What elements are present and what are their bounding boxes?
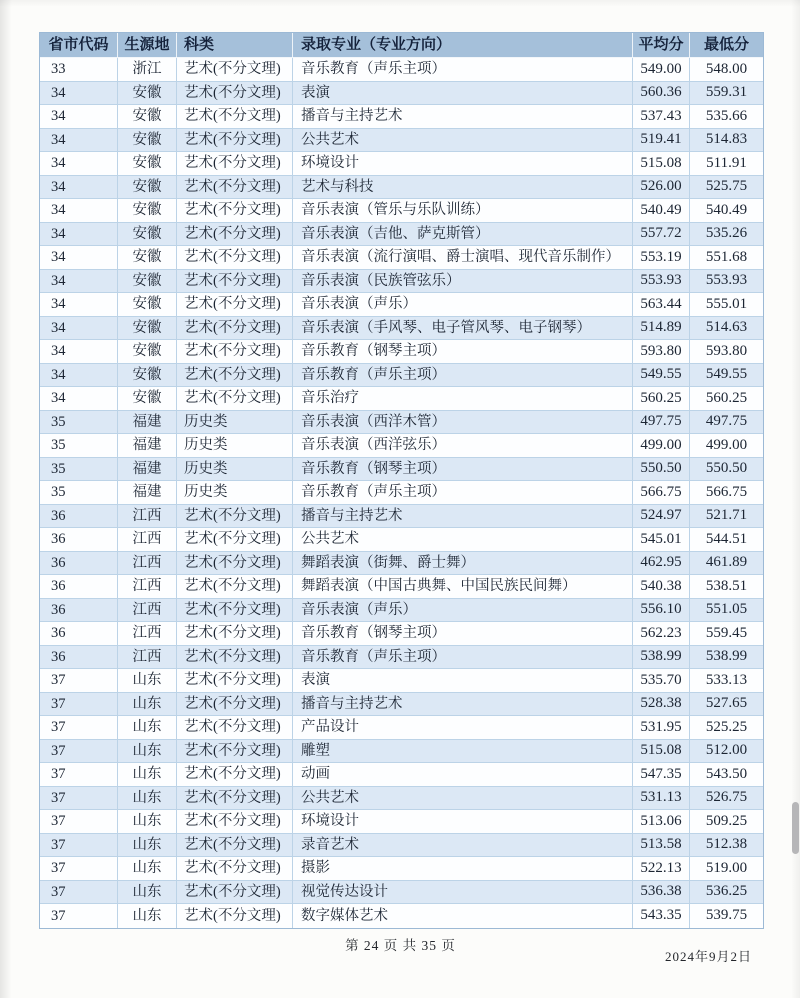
table-cell: 37 bbox=[40, 810, 118, 834]
table-cell: 安徽 bbox=[118, 387, 177, 411]
table-cell: 499.00 bbox=[690, 434, 763, 458]
table-cell: 527.65 bbox=[690, 693, 763, 717]
table-cell: 艺术(不分文理) bbox=[177, 58, 293, 82]
table-cell: 34 bbox=[40, 105, 118, 129]
table-header-row bbox=[40, 33, 763, 58]
table-cell: 播音与主持艺术 bbox=[293, 505, 633, 529]
table-cell: 33 bbox=[40, 58, 118, 82]
table-row bbox=[40, 834, 763, 858]
table-cell: 安徽 bbox=[118, 270, 177, 294]
table-cell: 艺术(不分文理) bbox=[177, 270, 293, 294]
table-cell: 36 bbox=[40, 552, 118, 576]
table-cell: 514.63 bbox=[690, 317, 763, 341]
table-cell: 艺术(不分文理) bbox=[177, 740, 293, 764]
table-cell: 34 bbox=[40, 176, 118, 200]
table-cell: 538.99 bbox=[633, 646, 690, 670]
table-cell: 数字媒体艺术 bbox=[293, 904, 633, 928]
table-cell: 551.68 bbox=[690, 246, 763, 270]
table-cell: 江西 bbox=[118, 622, 177, 646]
scrollbar-thumb[interactable] bbox=[792, 802, 799, 854]
table-cell: 安徽 bbox=[118, 223, 177, 247]
table-cell: 37 bbox=[40, 881, 118, 905]
table-cell: 艺术(不分文理) bbox=[177, 599, 293, 623]
table-cell: 艺术(不分文理) bbox=[177, 317, 293, 341]
table-row bbox=[40, 246, 763, 270]
table-cell: 安徽 bbox=[118, 152, 177, 176]
table-cell: 34 bbox=[40, 82, 118, 106]
table-cell: 公共艺术 bbox=[293, 528, 633, 552]
table-cell: 音乐治疗 bbox=[293, 387, 633, 411]
admission-scores-table bbox=[39, 32, 764, 929]
table-row bbox=[40, 787, 763, 811]
table-cell: 560.25 bbox=[633, 387, 690, 411]
table-cell: 36 bbox=[40, 599, 118, 623]
table-cell: 环境设计 bbox=[293, 152, 633, 176]
table-cell: 山东 bbox=[118, 763, 177, 787]
table-cell: 历史类 bbox=[177, 458, 293, 482]
table-cell: 江西 bbox=[118, 646, 177, 670]
table-cell: 553.19 bbox=[633, 246, 690, 270]
table-cell: 535.70 bbox=[633, 669, 690, 693]
table-cell: 562.23 bbox=[633, 622, 690, 646]
table-cell: 历史类 bbox=[177, 434, 293, 458]
table-cell: 36 bbox=[40, 528, 118, 552]
table-cell: 音乐教育（声乐主项） bbox=[293, 58, 633, 82]
header-cell: 平均分 bbox=[633, 33, 690, 58]
table-row bbox=[40, 505, 763, 529]
table-cell: 山东 bbox=[118, 857, 177, 881]
table-cell: 461.89 bbox=[690, 552, 763, 576]
table-cell: 音乐表演（管乐与乐队训练） bbox=[293, 199, 633, 223]
table-cell: 34 bbox=[40, 340, 118, 364]
table-cell: 艺术(不分文理) bbox=[177, 716, 293, 740]
table-row bbox=[40, 857, 763, 881]
page-edge-shade-left bbox=[0, 0, 12, 998]
table-cell: 艺术(不分文理) bbox=[177, 223, 293, 247]
table-cell: 550.50 bbox=[690, 458, 763, 482]
table-cell: 544.51 bbox=[690, 528, 763, 552]
table-cell: 安徽 bbox=[118, 364, 177, 388]
table-cell: 安徽 bbox=[118, 293, 177, 317]
table-cell: 553.93 bbox=[690, 270, 763, 294]
table-cell: 音乐表演（民族管弦乐） bbox=[293, 270, 633, 294]
table-cell: 547.35 bbox=[633, 763, 690, 787]
table-row bbox=[40, 387, 763, 411]
table-row bbox=[40, 599, 763, 623]
table-cell: 35 bbox=[40, 481, 118, 505]
table-cell: 551.05 bbox=[690, 599, 763, 623]
table-cell: 548.00 bbox=[690, 58, 763, 82]
table-cell: 安徽 bbox=[118, 82, 177, 106]
table-cell: 37 bbox=[40, 857, 118, 881]
table-cell: 山东 bbox=[118, 669, 177, 693]
table-cell: 艺术(不分文理) bbox=[177, 387, 293, 411]
table-cell: 34 bbox=[40, 152, 118, 176]
table-cell: 514.89 bbox=[633, 317, 690, 341]
table-cell: 音乐表演（手风琴、电子管风琴、电子钢琴） bbox=[293, 317, 633, 341]
table-row bbox=[40, 481, 763, 505]
table-cell: 山东 bbox=[118, 834, 177, 858]
table-cell: 531.95 bbox=[633, 716, 690, 740]
table-row bbox=[40, 199, 763, 223]
table-cell: 549.55 bbox=[633, 364, 690, 388]
table-cell: 音乐表演（吉他、萨克斯管） bbox=[293, 223, 633, 247]
table-cell: 录音艺术 bbox=[293, 834, 633, 858]
table-cell: 音乐教育（声乐主项） bbox=[293, 646, 633, 670]
table-cell: 艺术(不分文理) bbox=[177, 857, 293, 881]
table-cell: 539.75 bbox=[705, 907, 748, 924]
table-cell: 江西 bbox=[118, 575, 177, 599]
table-cell: 山东 bbox=[118, 810, 177, 834]
table-cell: 播音与主持艺术 bbox=[293, 105, 633, 129]
header-cell: 录取专业（专业方向） bbox=[293, 33, 633, 58]
table-cell: 34 bbox=[40, 293, 118, 317]
table-cell: 音乐教育（声乐主项） bbox=[293, 481, 633, 505]
table-cell: 公共艺术 bbox=[293, 129, 633, 153]
table-cell: 山东 bbox=[118, 716, 177, 740]
table-cell: 515.08 bbox=[633, 740, 690, 764]
table-cell: 表演 bbox=[293, 669, 633, 693]
table-cell: 524.97 bbox=[633, 505, 690, 529]
table-cell: 549.55 bbox=[690, 364, 763, 388]
table-row bbox=[40, 340, 763, 364]
table-cell: 江西 bbox=[118, 552, 177, 576]
table-cell: 521.71 bbox=[690, 505, 763, 529]
table-cell: 514.83 bbox=[690, 129, 763, 153]
table-cell: 福建 bbox=[118, 434, 177, 458]
table-cell: 艺术(不分文理) bbox=[177, 199, 293, 223]
table-cell: 山东 bbox=[118, 881, 177, 905]
table-cell: 34 bbox=[40, 129, 118, 153]
table-cell: 艺术(不分文理) bbox=[177, 176, 293, 200]
table-cell: 艺术(不分文理) bbox=[177, 881, 293, 905]
table-cell: 艺术与科技 bbox=[293, 176, 633, 200]
table-cell: 560.25 bbox=[690, 387, 763, 411]
table-cell: 安徽 bbox=[118, 340, 177, 364]
table-cell: 福建 bbox=[118, 458, 177, 482]
table-body bbox=[40, 58, 763, 928]
table-cell: 音乐教育（钢琴主项） bbox=[293, 340, 633, 364]
table-cell: 36 bbox=[40, 505, 118, 529]
table-cell: 37 bbox=[40, 904, 118, 928]
table-cell: 509.25 bbox=[690, 810, 763, 834]
table-cell: 533.13 bbox=[690, 669, 763, 693]
table-cell: 515.08 bbox=[633, 152, 690, 176]
table-cell: 艺术(不分文理) bbox=[177, 105, 293, 129]
table-cell: 视觉传达设计 bbox=[293, 881, 633, 905]
table-cell: 525.25 bbox=[690, 716, 763, 740]
table-cell: 音乐表演（声乐） bbox=[293, 293, 633, 317]
table-cell: 山东 bbox=[118, 740, 177, 764]
table-cell: 安徽 bbox=[118, 199, 177, 223]
table-cell: 549.00 bbox=[633, 58, 690, 82]
table-cell: 音乐表演（西洋弦乐） bbox=[293, 434, 633, 458]
table-row bbox=[40, 763, 763, 787]
table-cell: 公共艺术 bbox=[293, 787, 633, 811]
table-row bbox=[40, 364, 763, 388]
table-row bbox=[40, 575, 763, 599]
table-cell: 艺术(不分文理) bbox=[177, 505, 293, 529]
table-cell: 556.10 bbox=[633, 599, 690, 623]
table-cell: 艺术(不分文理) bbox=[177, 340, 293, 364]
table-cell: 艺术(不分文理) bbox=[177, 622, 293, 646]
table-cell: 山东 bbox=[118, 787, 177, 811]
table-row bbox=[40, 129, 763, 153]
table-cell: 摄影 bbox=[293, 857, 633, 881]
table-cell: 艺术(不分文理) bbox=[177, 763, 293, 787]
table-row bbox=[40, 904, 763, 928]
table-cell: 山东 bbox=[118, 693, 177, 717]
table-cell: 江西 bbox=[118, 505, 177, 529]
table-cell: 福建 bbox=[118, 481, 177, 505]
table-row bbox=[40, 552, 763, 576]
table-cell: 555.01 bbox=[690, 293, 763, 317]
table-cell: 艺术(不分文理) bbox=[177, 364, 293, 388]
header-cell: 省市代码 bbox=[40, 33, 118, 58]
table-row bbox=[40, 740, 763, 764]
table-row bbox=[40, 622, 763, 646]
table-cell: 音乐表演（声乐） bbox=[293, 599, 633, 623]
table-cell: 36 bbox=[40, 622, 118, 646]
header-cell: 最低分 bbox=[690, 33, 763, 58]
table-cell: 音乐表演（流行演唱、爵士演唱、现代音乐制作） bbox=[293, 246, 633, 270]
table-cell: 538.51 bbox=[690, 575, 763, 599]
table-row bbox=[40, 669, 763, 693]
table-cell: 34 bbox=[40, 199, 118, 223]
table-cell: 566.75 bbox=[690, 481, 763, 505]
table-cell: 环境设计 bbox=[293, 810, 633, 834]
table-cell: 艺术(不分文理) bbox=[177, 528, 293, 552]
table-cell: 江西 bbox=[118, 599, 177, 623]
table-cell: 艺术(不分文理) bbox=[177, 669, 293, 693]
table-cell: 安徽 bbox=[118, 129, 177, 153]
table-cell: 37 bbox=[40, 834, 118, 858]
table-cell: 艺术(不分文理) bbox=[177, 787, 293, 811]
table-cell: 593.80 bbox=[633, 340, 690, 364]
table-cell: 538.99 bbox=[690, 646, 763, 670]
table-cell: 音乐教育（钢琴主项） bbox=[293, 458, 633, 482]
table-cell: 526.00 bbox=[633, 176, 690, 200]
table-cell: 36 bbox=[40, 575, 118, 599]
table-cell: 34 bbox=[40, 364, 118, 388]
table-row bbox=[40, 693, 763, 717]
table-cell: 560.36 bbox=[633, 82, 690, 106]
table-cell: 历史类 bbox=[177, 481, 293, 505]
table-cell: 535.26 bbox=[690, 223, 763, 247]
table-cell: 566.75 bbox=[633, 481, 690, 505]
table-cell: 522.13 bbox=[633, 857, 690, 881]
table-cell: 511.91 bbox=[690, 152, 763, 176]
table-cell: 音乐表演（西洋木管） bbox=[293, 411, 633, 435]
table-row bbox=[40, 270, 763, 294]
table-cell: 37 bbox=[40, 716, 118, 740]
table-cell: 535.66 bbox=[690, 105, 763, 129]
table-cell: 37 bbox=[40, 740, 118, 764]
table-cell: 艺术(不分文理) bbox=[177, 152, 293, 176]
table-cell: 动画 bbox=[293, 763, 633, 787]
table-row bbox=[40, 458, 763, 482]
table-cell: 543.35 bbox=[633, 904, 690, 928]
table-cell: 艺术(不分文理) bbox=[177, 82, 293, 106]
table-cell: 艺术(不分文理) bbox=[177, 293, 293, 317]
table-cell: 34 bbox=[40, 246, 118, 270]
table-cell: 557.72 bbox=[633, 223, 690, 247]
table-cell: 安徽 bbox=[118, 246, 177, 270]
table-cell: 563.44 bbox=[633, 293, 690, 317]
table-cell: 559.45 bbox=[690, 622, 763, 646]
table-cell: 艺术(不分文理) bbox=[177, 552, 293, 576]
table-cell: 山东 bbox=[118, 904, 177, 928]
table-cell: 安徽 bbox=[118, 105, 177, 129]
table-cell: 艺术(不分文理) bbox=[177, 129, 293, 153]
table-cell: 497.75 bbox=[690, 411, 763, 435]
table-cell: 舞蹈表演（中国古典舞、中国民族民间舞） bbox=[293, 575, 633, 599]
table-cell: 雕塑 bbox=[293, 740, 633, 764]
table-cell: 播音与主持艺术 bbox=[293, 693, 633, 717]
table-cell: 34 bbox=[40, 223, 118, 247]
table-cell: 37 bbox=[40, 669, 118, 693]
table-cell: 34 bbox=[40, 387, 118, 411]
table-cell: 安徽 bbox=[118, 176, 177, 200]
table-row bbox=[40, 411, 763, 435]
table-row bbox=[40, 810, 763, 834]
table-cell: 519.00 bbox=[690, 857, 763, 881]
table-cell: 江西 bbox=[118, 528, 177, 552]
table-cell: 540.49 bbox=[690, 199, 763, 223]
table-cell: 543.50 bbox=[690, 763, 763, 787]
table-cell: 产品设计 bbox=[293, 716, 633, 740]
table-row bbox=[40, 293, 763, 317]
table-cell: 浙江 bbox=[118, 58, 177, 82]
table-cell: 525.75 bbox=[690, 176, 763, 200]
table-cell: 593.80 bbox=[690, 340, 763, 364]
table-cell: 艺术(不分文理) bbox=[177, 646, 293, 670]
table-cell: 513.06 bbox=[633, 810, 690, 834]
table-cell: 540.38 bbox=[633, 575, 690, 599]
table-cell: 舞蹈表演（街舞、爵士舞） bbox=[293, 552, 633, 576]
table-cell: 艺术(不分文理) bbox=[177, 810, 293, 834]
table-cell: 安徽 bbox=[118, 317, 177, 341]
table-cell: 462.95 bbox=[633, 552, 690, 576]
table-row bbox=[40, 223, 763, 247]
table-row bbox=[40, 58, 763, 82]
table-cell: 559.31 bbox=[690, 82, 763, 106]
table-cell: 497.75 bbox=[633, 411, 690, 435]
table-cell: 艺术(不分文理) bbox=[177, 575, 293, 599]
table-row bbox=[40, 176, 763, 200]
table-cell: 553.93 bbox=[633, 270, 690, 294]
table-cell: 37 bbox=[40, 693, 118, 717]
table-cell: 音乐教育（声乐主项） bbox=[293, 364, 633, 388]
table-cell: 35 bbox=[40, 411, 118, 435]
table-row bbox=[40, 528, 763, 552]
table-cell: 艺术(不分文理) bbox=[177, 904, 293, 928]
table-cell: 536.25 bbox=[690, 881, 763, 905]
table-cell: 536.38 bbox=[633, 881, 690, 905]
table-row bbox=[40, 152, 763, 176]
table-row bbox=[40, 716, 763, 740]
table-row bbox=[40, 434, 763, 458]
table-cell: 512.38 bbox=[690, 834, 763, 858]
table-cell: 艺术(不分文理) bbox=[177, 834, 293, 858]
header-cell: 科类 bbox=[177, 33, 293, 58]
table-row bbox=[40, 646, 763, 670]
table-cell: 513.58 bbox=[633, 834, 690, 858]
table-cell: 545.01 bbox=[633, 528, 690, 552]
table-cell: 537.43 bbox=[633, 105, 690, 129]
table-cell: 531.13 bbox=[633, 787, 690, 811]
table-cell: 艺术(不分文理) bbox=[177, 693, 293, 717]
page-edge-shade-top bbox=[0, 0, 800, 7]
table-cell: 历史类 bbox=[177, 411, 293, 435]
table-row bbox=[40, 82, 763, 106]
table-cell: 36 bbox=[40, 646, 118, 670]
document-date: 2024年9月2日 bbox=[664, 949, 752, 964]
page-number: 第 24 页 共 35 页 bbox=[345, 938, 456, 953]
table-row bbox=[40, 105, 763, 129]
table-cell: 526.75 bbox=[690, 787, 763, 811]
header-cell: 生源地 bbox=[118, 33, 177, 58]
table-cell: 34 bbox=[40, 317, 118, 341]
table-cell: 35 bbox=[40, 458, 118, 482]
table-cell: 34 bbox=[40, 270, 118, 294]
table-row bbox=[40, 317, 763, 341]
table-cell: 512.00 bbox=[690, 740, 763, 764]
table-cell: 499.00 bbox=[633, 434, 690, 458]
table-cell: 表演 bbox=[293, 82, 633, 106]
table-cell: 艺术(不分文理) bbox=[177, 246, 293, 270]
table-cell: 528.38 bbox=[633, 693, 690, 717]
table-cell: 35 bbox=[40, 434, 118, 458]
table-cell: 519.41 bbox=[633, 129, 690, 153]
table-cell: 福建 bbox=[118, 411, 177, 435]
table-row bbox=[40, 881, 763, 905]
table-cell: 音乐教育（钢琴主项） bbox=[293, 622, 633, 646]
table-cell: 37 bbox=[40, 787, 118, 811]
table-cell: 37 bbox=[40, 763, 118, 787]
table-cell: 550.50 bbox=[633, 458, 690, 482]
table-cell: 540.49 bbox=[633, 199, 690, 223]
